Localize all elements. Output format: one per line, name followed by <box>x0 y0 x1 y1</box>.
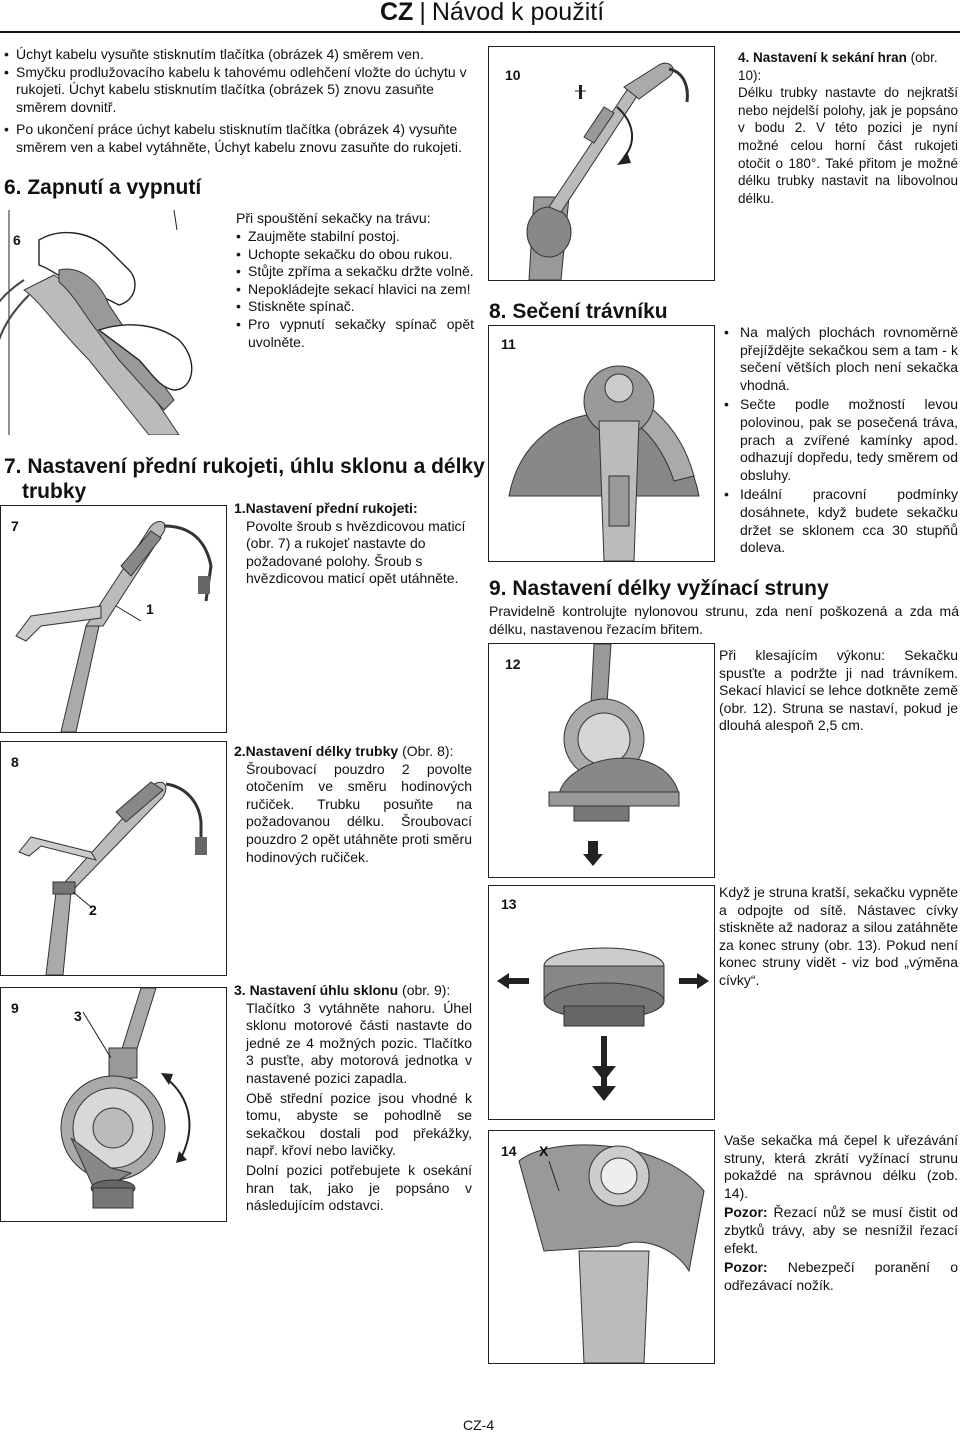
warning-text: Nebezpečí poranění o odřezávací nožík. <box>724 1259 959 1293</box>
item-text: Obě střední pozice jsou vhodné k tomu, abyste se pohodlně se sekačkou dostali pod překážky, např. křoví nebo lavičky. <box>246 1089 472 1159</box>
figure-14 <box>488 1130 715 1364</box>
paragraph-line-cutter: Vaše sekačka má čepel k uřezávání struny, která zkrátí vyžínací strunu pokaždé na správnou délku (zob. 14). <box>724 1132 958 1201</box>
spool-pull-illustration <box>489 886 714 1119</box>
list-item: • Po ukončení práce úchyt kabelu stisknutím tlačítka (obrázek 4) vysuňte směrem ven a kabel vytáhněte, Úchyt kabelu znovu zasuňte do rukojeti. <box>4 121 474 156</box>
warning-text: Řezací nůž se musí čistit od zbytků trávy, aby se nesnížil řezací efekt. <box>724 1204 958 1256</box>
header-title <box>380 0 605 27</box>
section-9-heading: 9. Nastavení délky vyžínací struny <box>489 577 829 600</box>
intro-bullet-list <box>4 46 474 157</box>
figure-7 <box>0 505 227 733</box>
list-item: • Ideální pracovní podmínky dosáhnete, když budete sekačku držet se sklonem cca 30 stupňů doleva. <box>724 486 958 556</box>
tilt-angle-illustration <box>1 988 226 1221</box>
header-doc-title: Návod k použití <box>431 0 605 26</box>
warning-label: Pozor: <box>724 1259 768 1276</box>
item-text: Tlačítko 3 vytáhněte nahoru. Úhel sklonu motorové části nastavte do jedné ze 4 možných pozic. Tlačítko 3 pusťte, aby motorová jednotka v nastavené pozici zapadla. <box>246 999 472 1086</box>
section-7-heading: 7. Nastavení přední rukojeti, úhlu sklonu a délky trubky <box>4 455 485 503</box>
figure-number: 6 <box>13 232 21 248</box>
figure-callout: 2 <box>89 902 97 918</box>
header-lang: CZ <box>380 0 414 26</box>
page-number: CZ-4 <box>463 1417 495 1433</box>
item-title: 4. Nastavení k sekání hran <box>738 50 907 65</box>
list-item: • Uchopte sekačku do obou rukou. <box>236 246 474 264</box>
figure-callout: 1 <box>146 601 154 617</box>
header-separator: | <box>419 0 426 26</box>
section-6-heading: 6. Zapnutí a vypnutí <box>4 176 202 199</box>
figure-number: 14 <box>501 1143 517 1159</box>
figure-number: 9 <box>11 1000 19 1016</box>
line-cutter-blade-illustration <box>489 1131 714 1363</box>
adjust-front-handle-item <box>234 500 474 588</box>
list-item: • Úchyt kabelu vysuňte stisknutím tlačítka (obrázek 4) směrem ven. <box>4 46 474 64</box>
edge-cutting-illustration <box>489 47 714 280</box>
warning-label: Pozor: <box>724 1204 768 1221</box>
section-6-bullet-list <box>236 228 474 351</box>
section-8-heading: 8. Sečení trávníku <box>489 300 668 323</box>
section-8-bullet-list <box>724 324 958 557</box>
section-6-lead: Při spouštění sekačky na trávu: <box>236 210 431 226</box>
list-item: • Zaujměte stabilní postoj. <box>236 228 474 246</box>
figure-11 <box>488 325 715 562</box>
item-text: Délku trubky nastavte do nejkratší nebo nejdelší polohy, jak je popsáno v bodu 2. V této pozici je nyní možné celou horní část rukojeti otočit o 180°. Také přitom je možné délku trubky nastavit na libovolnou délku. <box>738 85 958 206</box>
paragraph-spool-pull: Když je struna kratší, sekačku vypněte a odpojte od sítě. Nástavec cívky stiskněte až nadoraz a silou zatáhněte za konec struny (obr. 13). Pokud není konec struny vidět - viz bod „výměna cívky“. <box>719 884 958 988</box>
item-ref: (obr. 9): <box>402 982 451 998</box>
figure-number: 7 <box>11 518 19 534</box>
figure-9 <box>0 987 227 1222</box>
figure-callout: 3 <box>74 1008 82 1024</box>
list-item: • Smyčku prodlužovacího kabelu k tahovému odlehčení vložte do úchytu v rukojeti. Úchyt kabelu stisknutím tlačítka (obrázek 5) znovu zasuňte směrem dovnitř. <box>4 64 474 117</box>
hand-on-trimmer-illustration <box>0 210 224 435</box>
list-item: • Sečte podle možností levou polovinou, pak se posečená tráva, prach a zvířené kamínky apod. odhazují dopředu, tedy směrem od obsluhy. <box>724 396 958 484</box>
tube-length-illustration <box>1 742 226 975</box>
figure-6 <box>0 210 224 435</box>
page-header <box>0 0 960 28</box>
header-rule <box>0 31 960 33</box>
item-ref: (obr. 10): <box>738 50 938 83</box>
front-handle-illustration <box>1 506 226 732</box>
paragraph-warning-injury <box>724 1259 958 1294</box>
list-item: • Stůjte zpříma a sekačku držte volně. <box>236 263 474 281</box>
paragraph-bump-feed: Při klesajícím výkonu: Sekačku spusťte a podržte ji nad trávníkem. Sekací hlavicí se lehce dotkněte země (obr. 12). Struna se nastaví, pokud je dlouhá alespoň 2,5 cm. <box>719 647 958 734</box>
adjust-tube-length-item <box>234 743 472 866</box>
line-cutter-text <box>724 1132 958 1294</box>
edge-cutting-item <box>738 49 958 207</box>
item-title: 3. Nastavení úhlu sklonu <box>234 982 399 998</box>
bump-feed-illustration <box>489 644 714 877</box>
figure-number: 8 <box>11 754 19 770</box>
figure-12 <box>488 643 715 878</box>
figure-number: 10 <box>505 67 521 83</box>
item-title: 1.Nastavení přední rukojeti: <box>234 500 418 516</box>
item-text: Povolte šroub s hvězdicovou maticí (obr. 7) a rukojeť nastavte do požadované polohy. Šroub s hvězdicovou maticí opět utáhněte. <box>246 517 466 587</box>
list-item: • Stiskněte spínač. <box>236 298 474 316</box>
adjust-tilt-angle-item <box>234 982 472 1215</box>
figure-number: 11 <box>501 336 516 352</box>
figure-10 <box>488 46 715 281</box>
list-item: • Pro vypnutí sekačky spínač opět uvolněte. <box>236 316 474 351</box>
item-text: Šroubovací pouzdro 2 povolte otočením ve směru hodinových ručiček. Trubku posuňte na požadovanou délku. Šroubovací pouzdro 2 opět utáhněte proti směru hodinových ručiček. <box>246 760 472 865</box>
mowing-lawn-illustration <box>489 326 714 561</box>
item-text: Dolní pozici potřebujete k osekání hran tak, jako je popsáno v následujícím odstavci. <box>246 1161 472 1214</box>
section-9-intro: Pravidelně kontrolujte nylonovou strunu, zda není poškozená a zda má délku, nastavenou řezacím břitem. <box>489 603 959 637</box>
paragraph-warning-cleaning <box>724 1204 958 1257</box>
list-item: • Na malých plochách rovnoměrně přejíždějte sekačkou sem a tam - k sečení větších ploch není sekačka vhodná. <box>724 324 958 394</box>
figure-callout: X <box>539 1143 549 1159</box>
figure-8 <box>0 741 227 976</box>
item-ref: (Obr. 8): <box>402 743 454 759</box>
figure-13 <box>488 885 715 1120</box>
figure-number: 13 <box>501 896 517 912</box>
item-title: 2.Nastavení délky trubky <box>234 743 399 759</box>
list-item: • Nepokládejte sekací hlavici na zem! <box>236 281 474 299</box>
figure-number: 12 <box>505 656 521 672</box>
